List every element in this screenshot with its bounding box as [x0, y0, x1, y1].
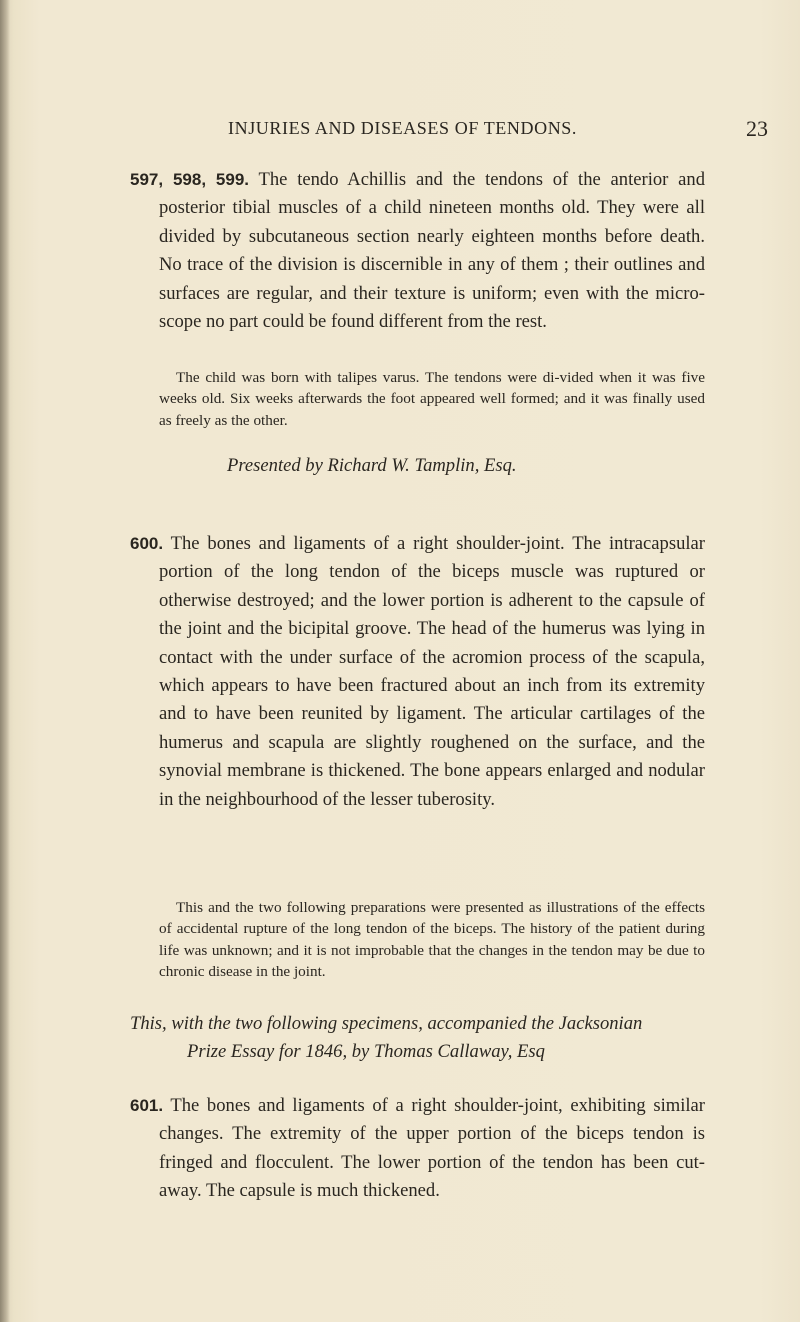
- entry-number: 600.: [130, 534, 164, 553]
- entry-597-599-text: [130, 166, 705, 336]
- entry-description: The bones and ligaments of a right shoulder-joint. The intracapsular portion of the long tendon of the biceps muscle was ruptured or otherwise destroyed; and the lower portion is adherent to the capsule of the joint and the bicipital groove. The head of the humerus was lying in contact with the under surface of the acromion process of the scapula, which appears to have been fractured about an inch from its extremity and to have been reunited by ligament. The articular cartilages of the humerus and scapula are slightly roughened on the surface, and the synovial membrane is thickened. The bone appears enlarged and nodular in the neighbourhood of the lesser tuberosity.: [159, 533, 706, 810]
- entry-597-599-credit: Presented by Richard W. Tamplin, Esq.: [227, 455, 517, 476]
- entry-600-text: [130, 530, 705, 814]
- running-head: INJURIES AND DISEASES OF TENDONS.: [228, 118, 578, 138]
- entry-description: The bones and ligaments of a right shoulder-joint, exhibiting similar changes. The extremity of the upper portion of the biceps tendon is fringed and flocculent. The lower portion of the tendon has been cut-away. The capsule is much thickened.: [159, 1095, 705, 1202]
- page-header: [0, 116, 800, 146]
- entry-600-note: This and the two following preparations were presented as illustrations of the effects of accidental rupture of the long tendon of the biceps. The history of the patient during life was unknown; and it is not improbable that the changes in the tendon may be due to chronic disease in the joint.: [159, 899, 705, 980]
- entry-description: The tendo Achillis and the tendons of the anterior and posterior tibial muscles of a child nineteen months old. They were all divided by subcutaneous section nearly eighteen months before death. No trace of the division is discernible in any of them ; their outlines and surfaces are regular, and their texture is uniform; even with the micro-scope no part could be found different from the rest.: [159, 169, 705, 333]
- entry-600-credit-line2: Prize Essay for 1846, by Thomas Callaway, Esq: [187, 1041, 545, 1062]
- entry-number: 601.: [130, 1096, 164, 1115]
- entry-597-599-note: The child was born with talipes varus. The tendons were di-vided when it was five weeks old. Six weeks afterwards the foot appeared well formed; and it was finally used as freely as the other.: [159, 369, 705, 429]
- entry-600-credit-line1: This, with the two following specimens, accompanied the Jacksonian: [130, 1013, 643, 1034]
- page-number: 23: [746, 116, 768, 141]
- entry-number: 597, 598, 599.: [130, 170, 250, 189]
- entry-601-text: [130, 1092, 705, 1206]
- page-gutter-shadow: [0, 0, 10, 1322]
